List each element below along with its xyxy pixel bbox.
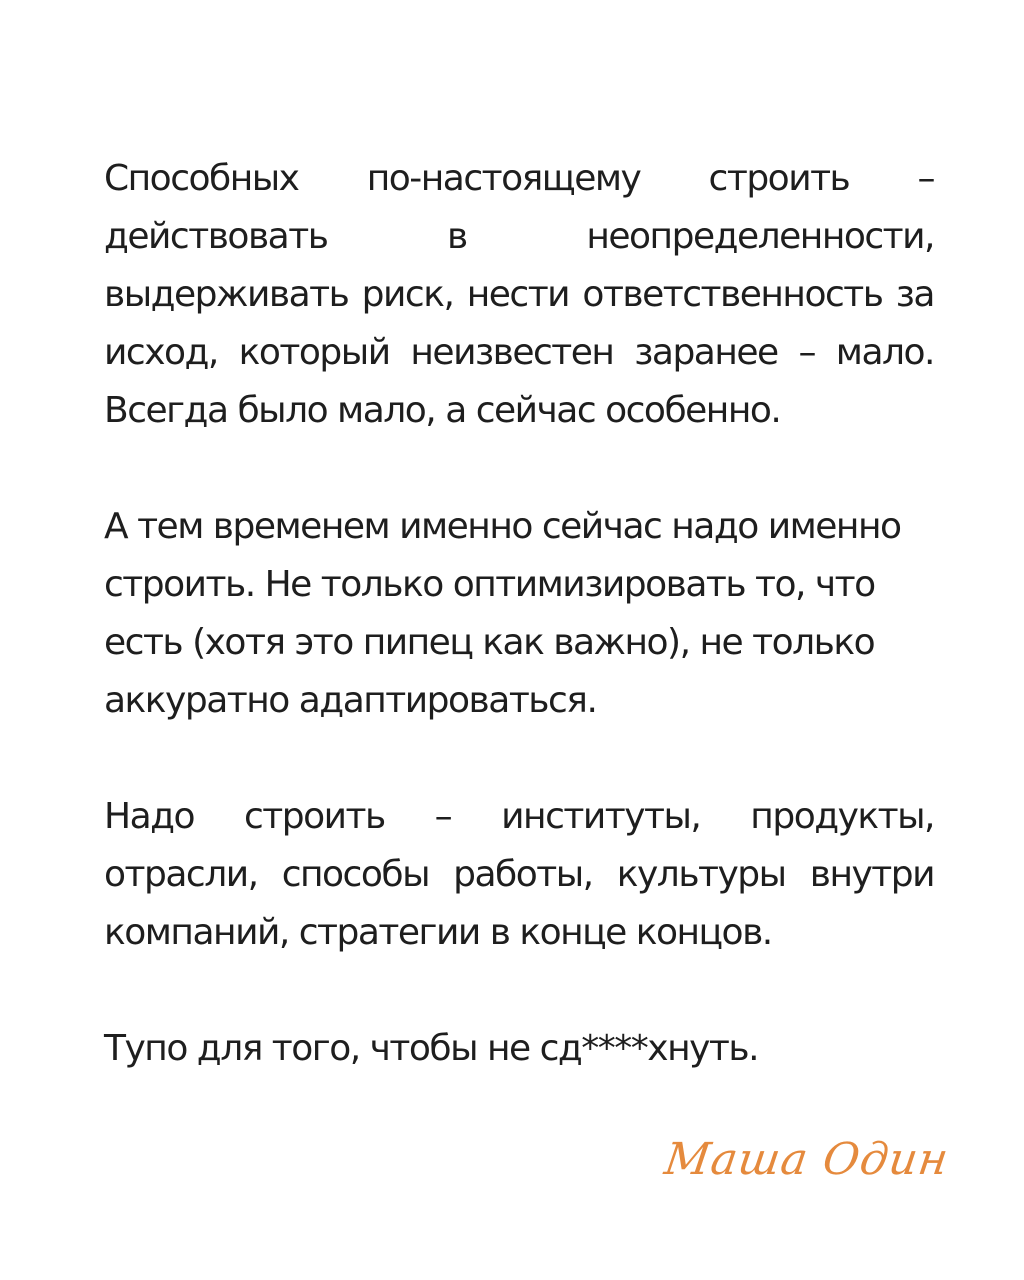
- paragraph-3: Надо строить – институты, продукты, отрасли, способы работы, культуры внутри компаний, стратегии в конце концов.: [104, 796, 934, 953]
- paragraph-2: А тем временем именно сейчас надо именно строить. Не только оптимизировать то, что есть (хотя это пипец как важно), не только аккуратно адаптироваться.: [104, 506, 901, 721]
- paragraph-1: Способных по-настоящему строить – действовать в неопределенности, выдерживать риск, нести ответственность за исход, который неизвестен заранее – мало. Всегда было мало, а сейчас особенно.: [104, 158, 934, 431]
- author-signature: Маша Один: [661, 1134, 952, 1185]
- paragraph-4: Тупо для того, чтобы не сд****хнуть.: [104, 1028, 759, 1069]
- post-body: [104, 150, 934, 1078]
